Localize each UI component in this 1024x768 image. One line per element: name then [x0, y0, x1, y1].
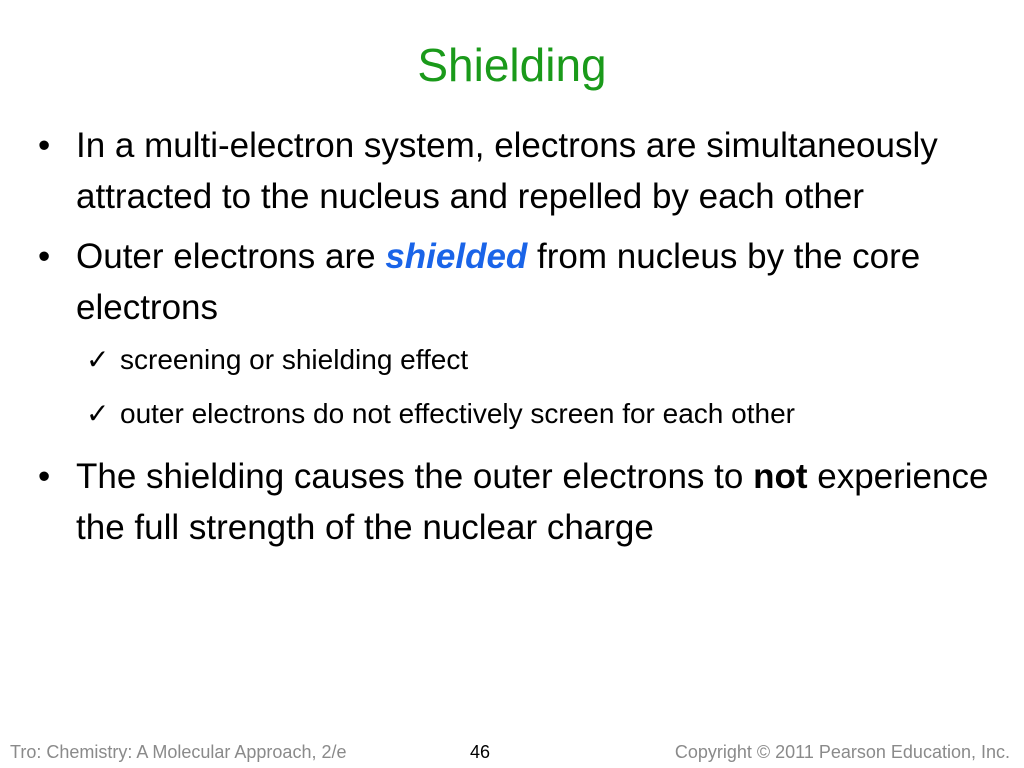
- slide-title: Shielding: [417, 39, 607, 91]
- bullet-list: [38, 120, 998, 553]
- bullet-text-start: Outer electrons are: [76, 237, 386, 276]
- footer-copyright: Copyright © 2011 Pearson Education, Inc.: [674, 742, 1010, 762]
- page-number: 46: [470, 742, 491, 762]
- emphasis-not: not: [753, 457, 808, 496]
- bullet-marker: •: [38, 126, 51, 165]
- emphasis-shielded: shielded: [385, 237, 528, 276]
- bullet-item: [38, 120, 998, 222]
- footer-source: Tro: Chemistry: A Molecular Approach, 2/e: [10, 742, 347, 762]
- bullet-text-end: experience the full strength of the nuclear charge: [76, 457, 989, 547]
- bullet-item: [38, 231, 998, 333]
- sub-bullet-text: screening or shielding effect: [120, 344, 469, 375]
- checkmark-icon: ✓: [86, 398, 110, 429]
- bullet-text-end: from nucleus by the core electrons: [76, 237, 921, 327]
- bullet-marker: •: [38, 237, 51, 276]
- sub-bullet-item: [38, 338, 998, 381]
- checkmark-icon: ✓: [86, 344, 110, 375]
- sub-bullet-item: [38, 392, 998, 435]
- bullet-item: [38, 451, 998, 553]
- bullet-marker: •: [38, 457, 51, 496]
- bullet-text-start: The shielding causes the outer electrons to: [76, 457, 754, 496]
- bullet-text: In a multi-electron system, electrons are simultaneously attracted to the nucleus and repelled by each other: [76, 126, 938, 216]
- sub-bullet-text: outer electrons do not effectively screen for each other: [120, 398, 795, 429]
